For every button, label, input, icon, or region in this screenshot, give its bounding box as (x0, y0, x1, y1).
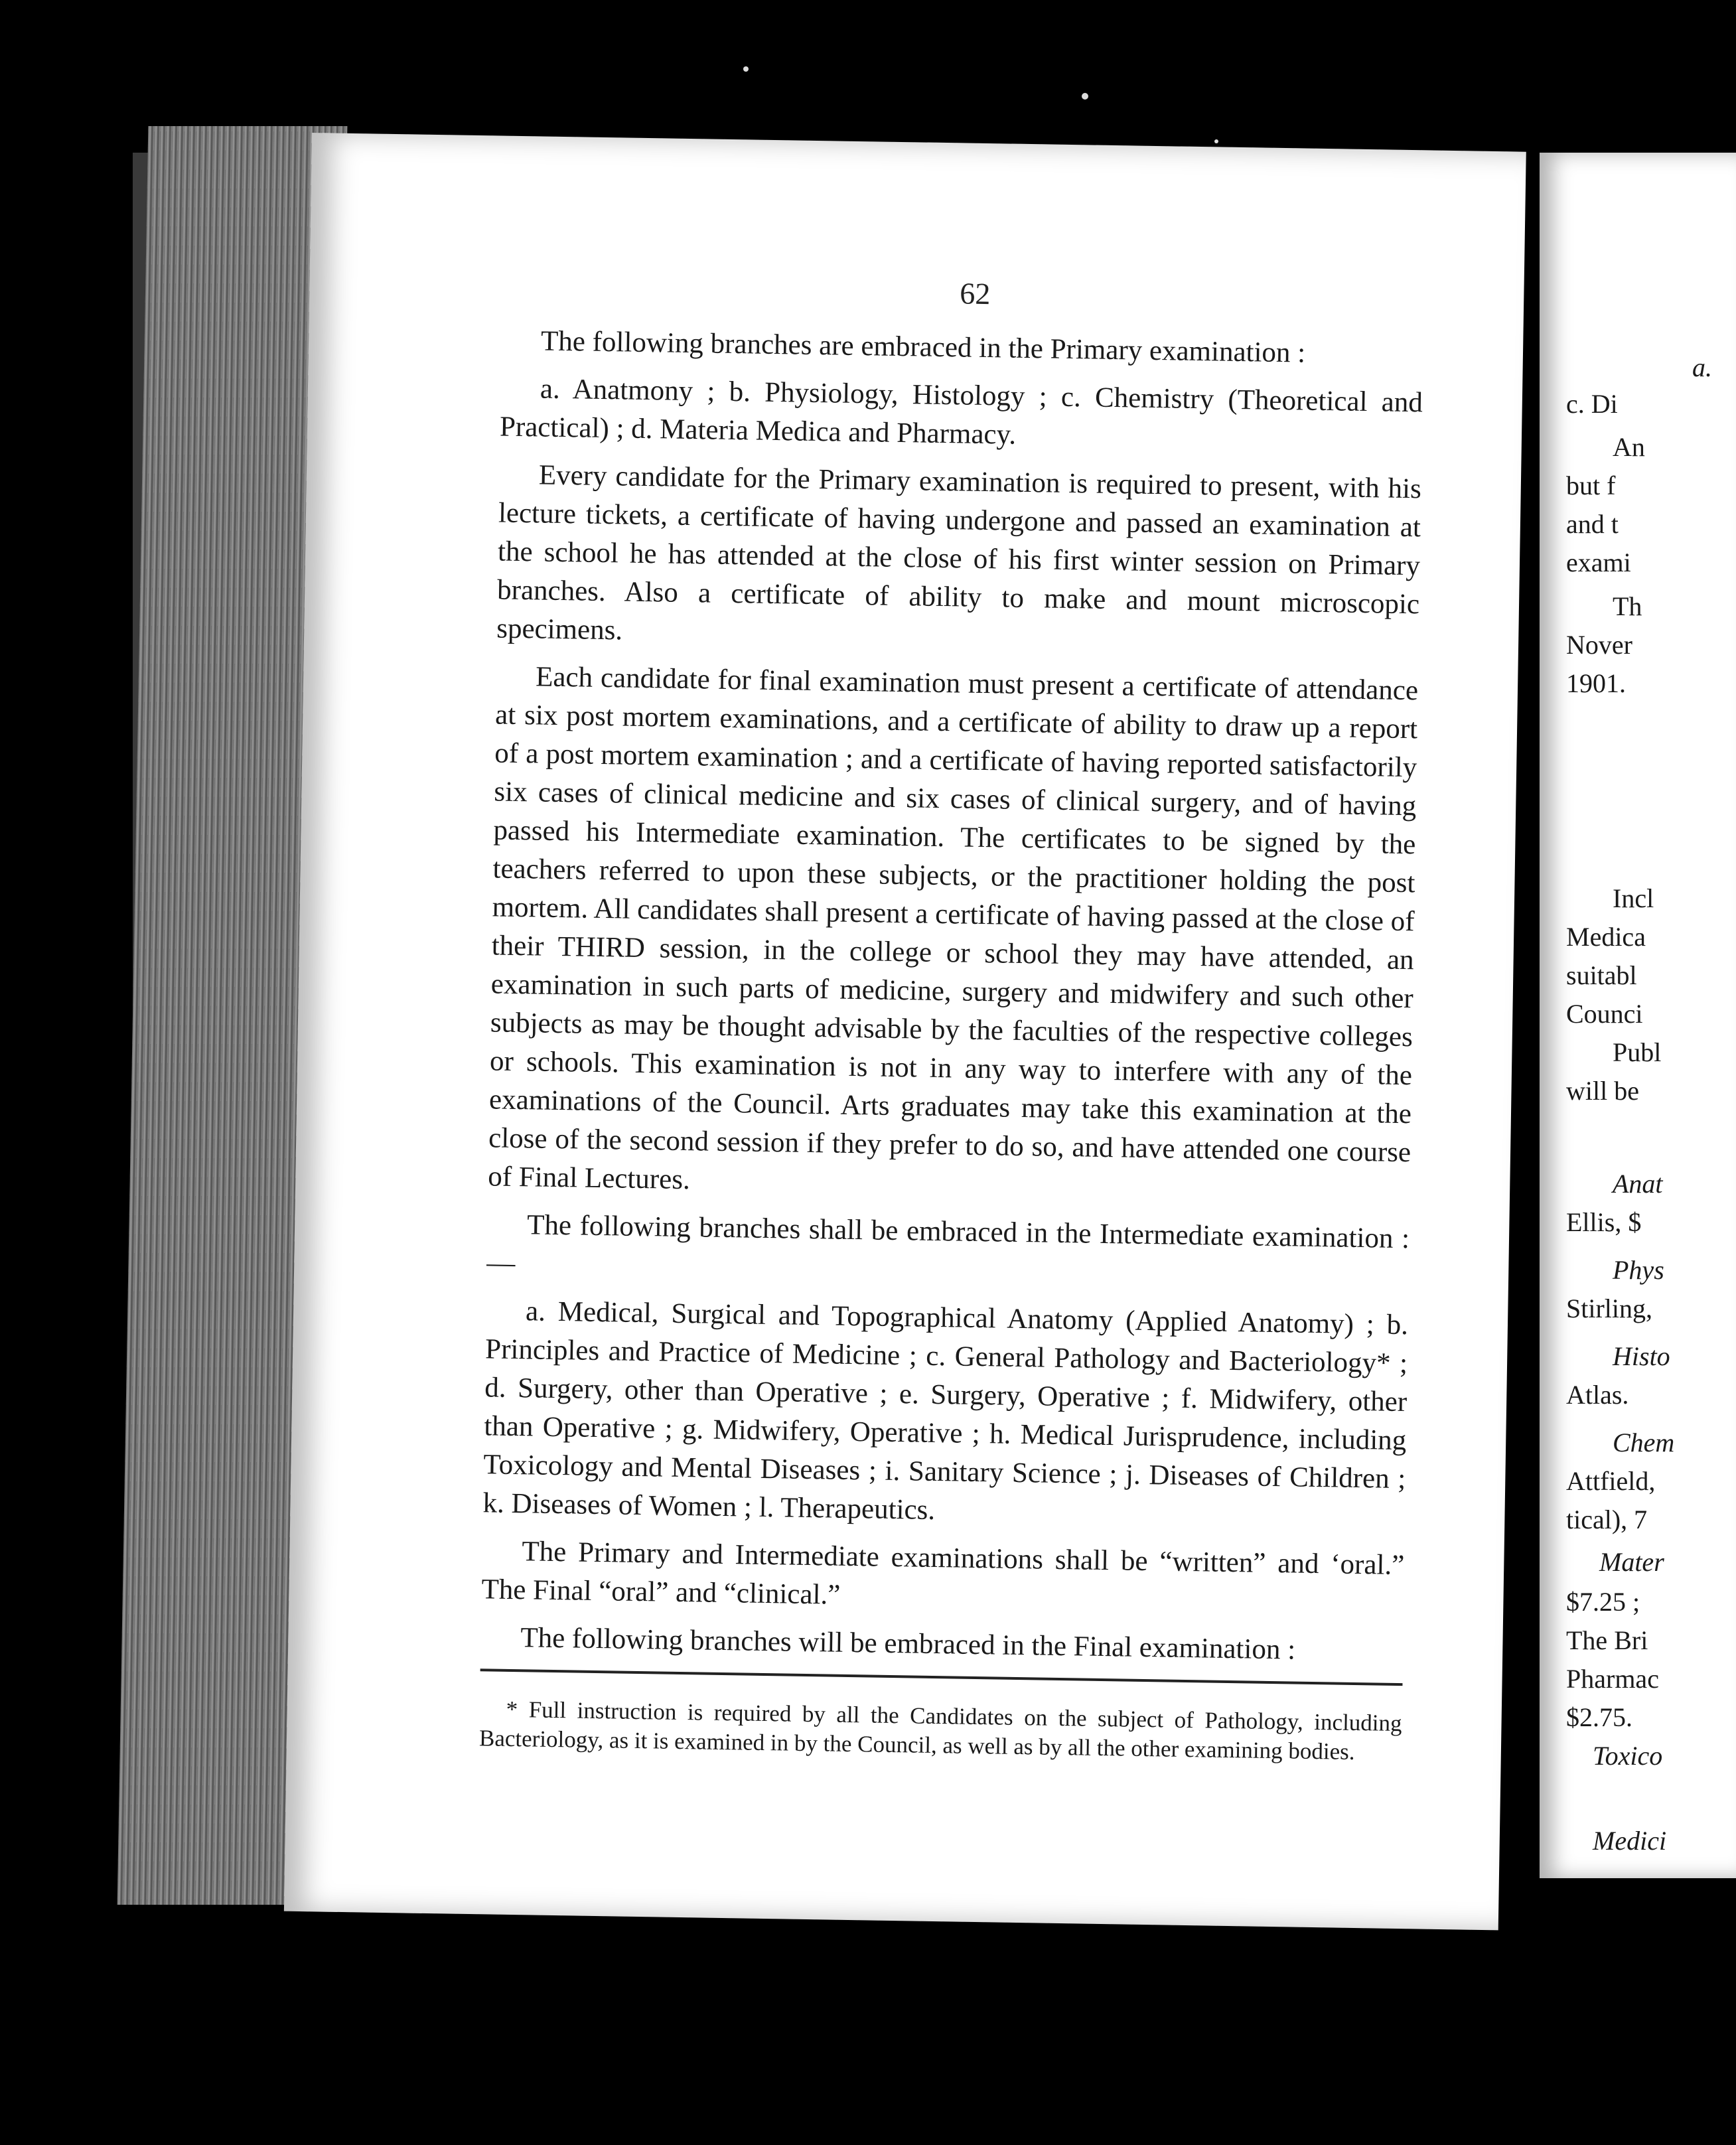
dust-speck (743, 66, 749, 72)
right-page-line: Publ (1613, 1037, 1662, 1067)
footnote-divider (480, 1668, 1403, 1686)
right-page-line: Toxico (1593, 1741, 1663, 1771)
right-page-line: suitabl (1566, 960, 1637, 990)
right-page-line: Atlas. (1566, 1380, 1629, 1410)
paragraph-final-certificate: Each candidate for final examination must present a certificate of attendance at six post mortem examinations, and a certificate of ability to draw up a report of a post mortem examination ; and a certificate of having reported satisfactorily six cases of clinical medicine and six cases of clinical surgery, and of having passed his Intermediate examination. The certificates to be signed by the teachers referred to upon these subjects, or the practitioner holding the post mortem. All candidates shall present a certificate of having passed at the close of their THIRD session, in the college or school they may have attended, an examination in such parts of medicine, surgery and midwifery and such other subjects as may be thought advisable by the faculties of the respective colleges or schools. This examination is not in any way to interfere with any of the examinations of the Council. Arts graduates may take this examination at the close of the second session if they prefer to do so, and have attended one course of Final Lectures. (487, 661, 1419, 1196)
right-page-line: Medica (1566, 922, 1646, 952)
right-page-line: Pharmac (1566, 1664, 1659, 1694)
dust-speck (1082, 93, 1088, 100)
right-page-line: Incl (1613, 883, 1654, 913)
right-page-line: tical), 7 (1566, 1505, 1648, 1534)
right-page-line: exami (1566, 548, 1631, 577)
paragraph-final-intro: The following branches will be embraced in the Final examination : (520, 1622, 1296, 1666)
paragraph-exam-format: The Primary and Intermediate examinations shall be “written” and ‘oral.” The Final “oral” and “clinical.” (481, 1536, 1405, 1611)
right-page-line: Stirling, (1566, 1294, 1653, 1323)
footnote: * Full instruction is required by all the Candidates on the subject of Pathology, including Bacteriology, as it is examined in by the Council, as well as by all the other examining bodies. (478, 1696, 1402, 1765)
paragraph-primary-branches: a. Anatmony ; b. Physiology, Histology ; c. Chemistry (Theoretical and Practical) ; d. Materia Medica and Pharmacy. (499, 373, 1423, 451)
right-page-line: Ellis, $ (1566, 1207, 1642, 1237)
page-number: 62 (959, 276, 991, 311)
right-page-line: c. Di (1566, 389, 1618, 419)
right-page-line: $2.75. (1566, 1702, 1632, 1732)
page-body (478, 322, 1423, 1791)
right-page-line: 1901. (1566, 668, 1626, 698)
right-page-line: Chem (1613, 1428, 1675, 1457)
right-page-line: An (1613, 432, 1645, 462)
right-page-line: and t (1566, 509, 1619, 539)
right-page-line: Counci (1566, 999, 1643, 1029)
right-page-line: but f (1566, 471, 1616, 500)
paragraph-intermediate-branches: a. Medical, Surgical and Topographical Anatomy (Applied Anatomy) ; b. Principles and Practice of Medicine ; c. General Pathology and Bacteriology* ; d. Surgery, other than Operative ; e. Surgery, Operative ; f. Midwifery, other than Operative ; g. Midwifery, Operative ; h. Medical Jurisprudence, including Toxicology and Mental Diseases ; i. Sanitary Science ; j. Diseases of Children ; k. Diseases of Women ; l. Therapeutics. (482, 1295, 1409, 1526)
right-page-line: Anat (1613, 1169, 1663, 1199)
dust-speck (1214, 139, 1218, 143)
right-page-line: Mater (1599, 1547, 1664, 1577)
right-page-line: The Bri (1566, 1625, 1648, 1655)
right-page-line: Nover (1566, 630, 1632, 660)
right-page-line: Th (1613, 591, 1642, 621)
right-page-line: $7.25 ; (1566, 1587, 1640, 1617)
right-page-line: Medici (1593, 1826, 1667, 1856)
right-page-line: Phys (1613, 1255, 1664, 1285)
right-page-line: will be (1566, 1076, 1639, 1106)
right-page-line: Attfield, (1566, 1466, 1656, 1496)
right-page (1540, 153, 1736, 1878)
right-page-line: Histo (1613, 1341, 1670, 1371)
paragraph-primary-certificate: Every candidate for the Primary examination is required to present, with his lecture tickets, a certificate of having undergone and passed an examination at the school he has attended at the close of his first winter session on Primary branches. Also a certificate of ability to make and mount microscopic specimens. (496, 459, 1422, 646)
paragraph-intermediate-intro: The following branches shall be embraced in the Intermediate examination :— (486, 1209, 1410, 1280)
left-page (284, 133, 1526, 1930)
paragraph-primary-intro: The following branches are embraced in the Primary examination : (540, 325, 1306, 369)
right-page-line: a. (1692, 352, 1712, 382)
